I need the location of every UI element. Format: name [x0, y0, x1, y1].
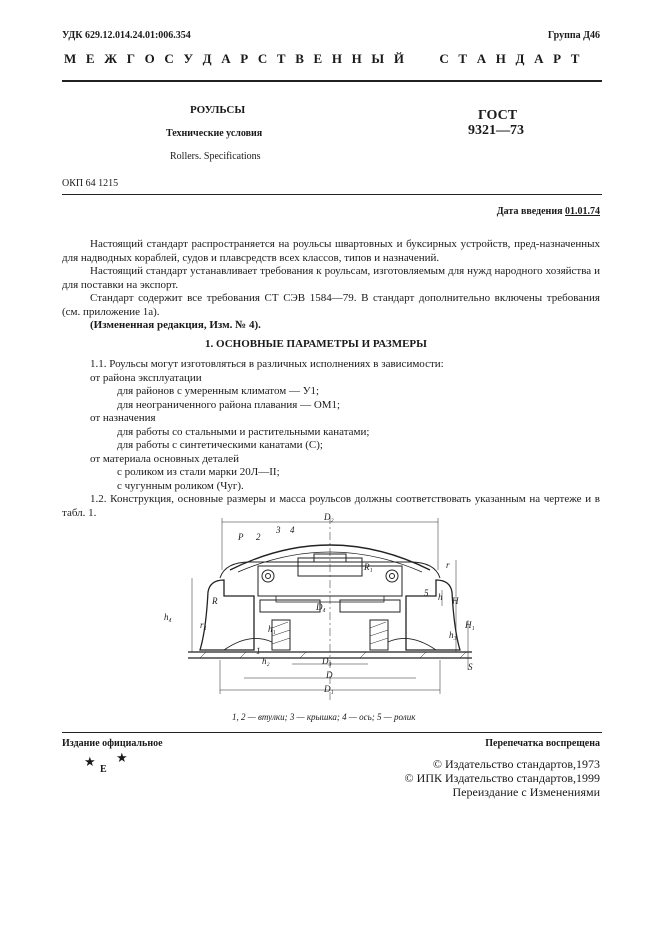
dim-r: r — [446, 560, 450, 570]
dim-h4: h₄ — [164, 612, 172, 622]
reprint-notice: Перепечатка воспрещена — [485, 738, 600, 749]
star-icon: ★ — [84, 754, 96, 769]
dim-d4: D₄ — [316, 602, 326, 612]
effective-date-value: 01.01.74 — [565, 206, 600, 217]
dim-h2: h₂ — [262, 656, 270, 666]
dim-r-cap: R — [212, 596, 218, 606]
list-item: от материала основных деталей — [90, 452, 239, 465]
title-rule — [62, 194, 602, 195]
list-item: с чугунным роликом (Чуг). — [117, 479, 244, 492]
list-item: с роликом из стали марки 20Л—II; — [117, 466, 280, 478]
okp-code: ОКП 64 1215 — [62, 178, 119, 189]
label-p: P — [238, 532, 244, 542]
effective-date — [497, 206, 600, 217]
copyright-1999: © ИПК Издательство стандартов,1999 — [404, 771, 600, 785]
dim-h: h — [438, 592, 443, 602]
gost-label: ГОСТ — [478, 108, 518, 123]
standard-banner: М Е Ж Г О С У Д А Р С Т В Е Н Н Ы Й С Т А Н Д А Р Т — [64, 51, 583, 66]
label-3: 3 — [276, 525, 281, 535]
dim-s: S — [468, 662, 473, 672]
drawing-caption: 1, 2 — втулки; 3 — крышка; 4 — ось; 5 — ролик — [232, 712, 416, 722]
dim-h1-cap: H₁ — [465, 620, 475, 630]
group-code: Группа Д46 — [547, 30, 600, 41]
dim-h-cap: H — [452, 596, 459, 606]
intro-paragraph: Настоящий стандарт устанавливает требования к роульсам, изготовляемым для нужд народного хозяйства и для поставки на экспорт. — [62, 265, 600, 291]
intro-paragraph: Стандарт содержит все требования СТ СЭВ 1584—79. В стандарт дополнительно включены требования (см. приложение 1а). — [62, 292, 600, 318]
list-item: для районов с умеренным климатом — У1; — [117, 385, 320, 397]
doc-english-title: Rollers. Specifications — [170, 151, 261, 162]
star-icon: ★ — [116, 750, 128, 765]
label-4: 4 — [290, 525, 295, 535]
clause-1-2: 1.2. Конструкция, основные размеры и масса роульсов должны соответствовать указанным на чертеже и в табл. 1. — [62, 493, 600, 519]
list-item: для работы со стальными и растительными канатами; — [117, 425, 370, 438]
intro-paragraph: Настоящий стандарт распространяется на роульсы швартовных и буксирных устройств, пред-назначенных для надводных кораблей, судов и плавсредств всех классов, типов и назначений. — [62, 238, 600, 264]
e-mark: E — [100, 764, 107, 775]
label-5: 5 — [424, 588, 429, 598]
label-1: 1 — [256, 646, 261, 656]
dim-d1: D₁ — [324, 684, 334, 694]
dim-r1: r₁ — [200, 620, 207, 630]
doc-title: РОУЛЬСЫ — [190, 104, 246, 116]
reissue-note: Переиздание с Изменениями — [452, 785, 600, 799]
dim-r1-cap: R₁ — [364, 562, 373, 572]
section-body — [62, 358, 600, 520]
amendment-note: (Измененная редакция, Изм. № 4). — [90, 319, 261, 331]
intro-block — [62, 238, 600, 333]
dim-d3: D₃ — [322, 656, 332, 666]
dim-d: D — [326, 670, 333, 680]
list-item: от назначения — [90, 412, 156, 424]
list-item: для неограниченного района плавания — ОМ1; — [117, 398, 341, 411]
effective-date-label: Дата введения — [496, 206, 565, 217]
section-heading: 1. ОСНОВНЫЕ ПАРАМЕТРЫ И РАЗМЕРЫ — [205, 338, 427, 350]
doc-subtitle: Технические условия — [166, 128, 263, 139]
dim-h1: h₁ — [268, 624, 276, 634]
header-rule — [62, 80, 602, 82]
footer-rule — [62, 732, 602, 733]
clause-1-1: 1.1. Роульсы могут изготовляться в различных исполнениях в зависимости: — [90, 358, 444, 370]
list-item: от района эксплуатации — [90, 371, 202, 384]
udk-code: УДК 629.12.014.24.01:006.354 — [62, 30, 191, 41]
dim-d2: D₂ — [324, 512, 334, 522]
label-2: 2 — [256, 532, 261, 542]
list-item: для работы с синтетическими канатами (С); — [117, 439, 323, 451]
gost-number: 9321—73 — [468, 123, 524, 138]
dim-h3: h₃ — [449, 630, 457, 640]
copyright-1973: © Издательство стандартов,1973 — [432, 757, 600, 771]
official-edition: Издание официальное — [62, 738, 163, 749]
